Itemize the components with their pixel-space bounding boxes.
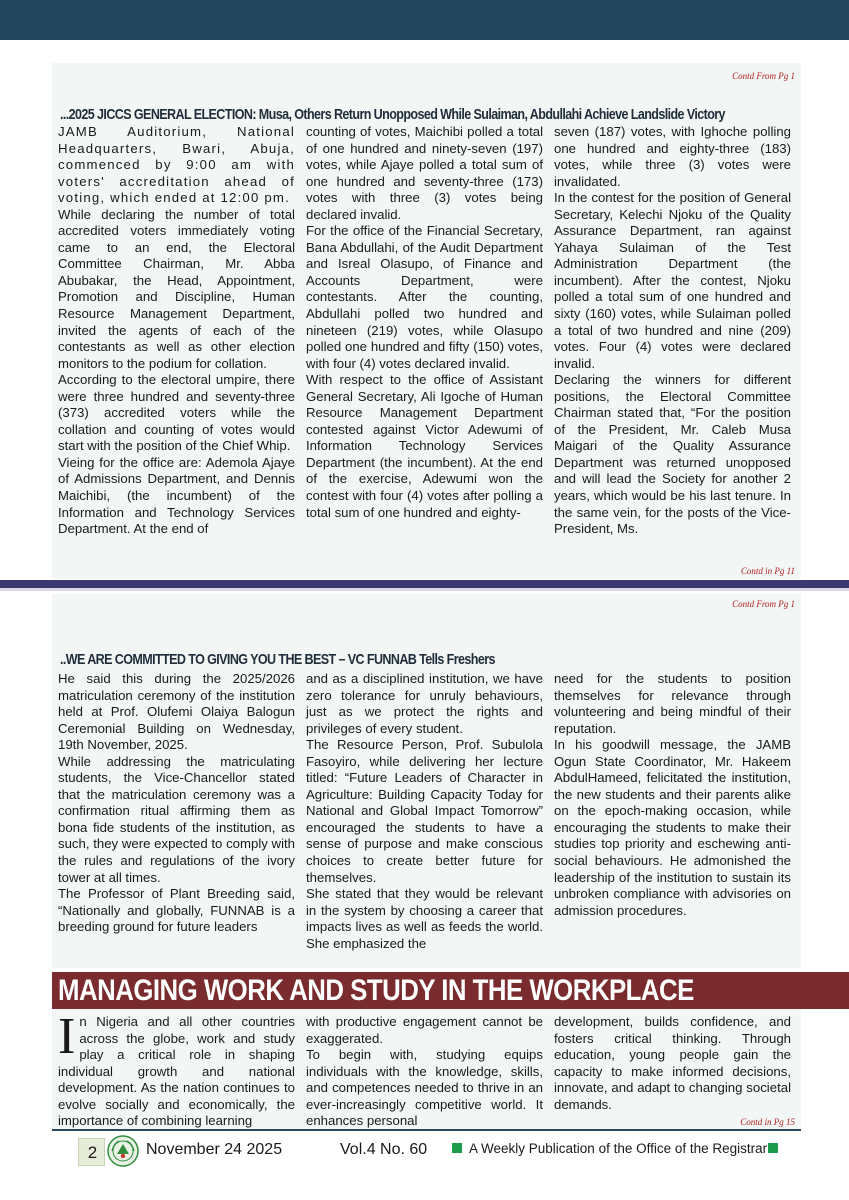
issue-volume: Vol.4 No. 60	[340, 1141, 428, 1158]
continued-in-label: Contd in Pg 15	[740, 1117, 795, 1127]
story-column	[58, 671, 295, 952]
jamb-seal-icon	[106, 1134, 140, 1168]
story-column	[306, 1014, 543, 1130]
story-column	[554, 124, 791, 538]
story-column	[554, 1014, 791, 1130]
continued-in-label: Contd in Pg 11	[740, 566, 795, 576]
paragraph: Vieing for the office are: Ademola Ajaye of Admissions Department, and Dennis Maichibi, (the incumbent) of the Information and Technology Services Department. At the end of	[58, 454, 295, 537]
story-column	[554, 671, 791, 952]
paragraph: JAMB Auditorium, National Headquarters, Bwari, Abuja, commenced by 9:00 am with voters' accreditation ahead of voting, which ended at 12:00 pm.	[58, 124, 295, 206]
story-column	[306, 671, 543, 952]
banner-title: MANAGING WORK AND STUDY IN THE WORKPLACE	[58, 974, 694, 1007]
story-headline: ..WE ARE COMMITTED TO GIVING YOU THE BEST – VC FUNNAB Tells Freshers	[60, 652, 495, 668]
green-square-icon	[768, 1143, 778, 1153]
story-columns	[58, 671, 791, 952]
paragraph: with productive engagement cannot be exaggerated.	[306, 1014, 543, 1046]
section-divider	[0, 580, 849, 588]
green-square-icon	[452, 1143, 462, 1153]
paragraph: He said this during the 2025/2026 matriculation ceremony of the institution held at Prof. Olufemi Olaiya Balogun Ceremonial Building on Wednesday, 19th November, 2025.	[58, 671, 295, 753]
drop-cap: I	[58, 1008, 76, 1065]
paragraph: n Nigeria and all other countries across the globe, work and study play a critical role in shaping individual growth and national development. As the nation continues to evolve socially and economically, the importance of combining learning	[58, 1014, 295, 1129]
paragraph: To begin with, studying equips individuals with the knowledge, skills, and competences needed to thrive in an ever-increasingly competitive world. It enhances personal	[306, 1047, 543, 1129]
story-columns	[58, 1008, 791, 1130]
paragraph: The Resource Person, Prof. Subulola Fasoyiro, while delivering her lecture titled: “Future Leaders of Character in Agriculture: Building Capacity Today for National and Global Impact Tomorrow” encouraged the students to have a sense of purpose and make conscious choices to create better future for themselves.	[306, 737, 543, 885]
paragraph: While addressing the matriculating students, the Vice-Chancellor stated that the matriculation ceremony was a confirmation ritual affirming them as bona fide students of the institution, as such, they were expected to comply with the rules and regulations of the ivory tower at all times.	[58, 753, 295, 885]
story-column	[306, 124, 543, 538]
paragraph: With respect to the office of Assistant General Secretary, Ali Igoche of Human Resource Management Department contested against Victor Adewumi of Information Technology Services Department (the incumbent). At the end of the exercise, Adewumi won the contest with four (4) votes after polling a total sum of one hundred and eighty-	[306, 372, 543, 520]
page-number-box	[78, 1138, 105, 1166]
continued-from-label: Contd From Pg 1	[732, 71, 795, 81]
paragraph: Declaring the winners for different positions, the Electoral Committee Chairman stated that, “For the position of the President, Mr. Caleb Musa Maigari of the Quality Assurance Department was returned unopposed and will lead the Society for another 2 years, which would be his last tenure. In the same vein, for the posts of the Vice-President, Ms.	[554, 372, 791, 537]
paragraph: While declaring the number of total accredited voters immediately voting came to an end, the Electoral Committee Chairman, Mr. Abba Abubakar, the Head, Appointment, Promotion and Discipline, Human Resource Management Department, invited the agents of each of the contestants as well as other election monitors to the podium for collation.	[58, 206, 295, 371]
top-band	[0, 0, 849, 40]
story-column	[58, 1008, 295, 1130]
story-funnab	[52, 594, 801, 968]
paragraph: For the office of the Financial Secretary, Bana Abdullahi, of the Audit Department and Isreal Olasupo, of Finance and Accounts Department, were contestants. After the counting, Abdullahi polled two hundred and nineteen (219) votes, while Olasupo polled one hundred and fifty (150) votes, with four (4) votes declared invalid.	[306, 223, 543, 371]
paragraph: counting of votes, Maichibi polled a total of one hundred and ninety-seven (197) votes, while Ajaye polled a total sum of one hundred and seventy-three (173) votes with three (3) votes being declared invalid.	[306, 124, 543, 222]
paragraph: need for the students to position themselves for relevance through volunteering and being mindful of their reputation.	[554, 671, 791, 736]
page-number: 2	[87, 1143, 98, 1162]
paragraph: In the contest for the position of General Secretary, Kelechi Njoku of the Quality Assurance Department, ran against Yahaya Sulaiman of the Test Administration Department (the incumbent). After the contest, Njoku polled a total sum of one hundred and sixty (160) votes, while Sulaiman polled a total of two hundred and nine (209) votes. Four (4) votes were declared invalid.	[554, 190, 791, 371]
paragraph: In his goodwill message, the JAMB Ogun State Coordinator, Mr. Hakeem AbdulHameed, felicitated the institution, the new students and their parents alike on the epoch-making occasion, while encouraging the students to make their studies top priority and eschewing anti-social behaviours. He admonished the leadership of the institution to sustain its unbroken compliance with advisories on admission procedures.	[554, 737, 791, 918]
story-columns	[58, 124, 791, 538]
paragraph: According to the electoral umpire, there were three hundred and seventy-three (373) accredited voters while the collation and counting of votes would start with the position of the Chief Whip.	[58, 372, 295, 454]
section-banner	[52, 972, 849, 1009]
story-work-study	[52, 1009, 801, 1130]
story-column	[58, 124, 295, 538]
story-election	[52, 63, 801, 579]
paragraph: development, builds confidence, and fosters critical thinking. Through education, young people gain the capacity to make informed decisions, innovate, and adapt to changing societal demands.	[554, 1014, 791, 1112]
story-headline: ...2025 JICCS GENERAL ELECTION: Musa, Others Return Unopposed While Sulaiman, Abdullahi Achieve Landslide Victory	[60, 107, 725, 123]
paragraph: and as a disciplined institution, we have zero tolerance for unruly behaviours, just as we protect the rights and privileges of every student.	[306, 671, 543, 736]
continued-from-label: Contd From Pg 1	[732, 599, 795, 609]
paragraph: The Professor of Plant Breeding said, “Nationally and globally, FUNNAB is a breeding ground for future leaders	[58, 886, 295, 935]
paragraph: She stated that they would be relevant in the system by choosing a career that impacts lives as well as feeds the world. She emphasized the	[306, 886, 543, 951]
publication-tagline: A Weekly Publication of the Office of the Registrar	[469, 1141, 768, 1156]
issue-date: November 24 2025	[146, 1141, 283, 1158]
footer-rule	[52, 1129, 801, 1131]
section-divider-shadow	[0, 588, 849, 591]
paragraph: seven (187) votes, with Ighoche polling one hundred and eighty-three (183) votes, while three (3) votes were invalidated.	[554, 124, 791, 189]
